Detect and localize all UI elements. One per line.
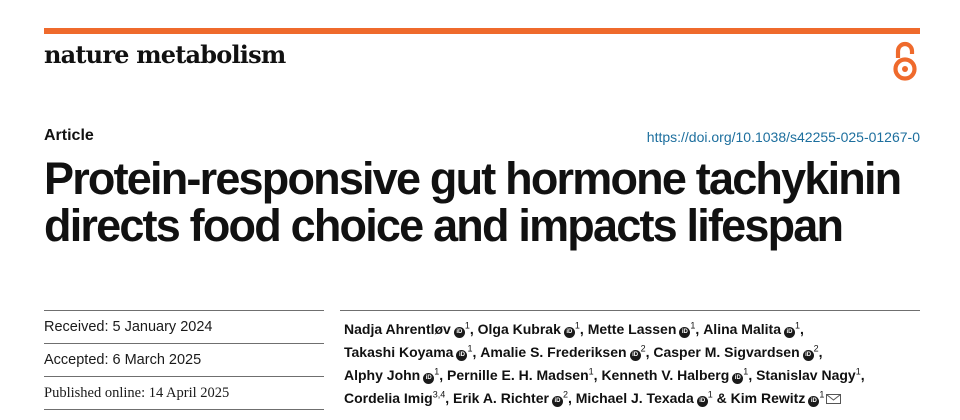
- author-name[interactable]: Alina Malita: [703, 321, 781, 337]
- author-separator: &: [712, 390, 731, 406]
- orcid-icon[interactable]: [697, 396, 708, 407]
- author-separator: ,: [645, 344, 654, 360]
- author-name[interactable]: Casper M. Sigvardsen: [653, 344, 800, 360]
- author-name[interactable]: Kim Rewitz: [730, 390, 806, 406]
- author[interactable]: [703, 321, 804, 337]
- affiliation-marker: 2: [562, 389, 568, 400]
- author[interactable]: [653, 344, 822, 360]
- author[interactable]: [480, 344, 653, 360]
- author[interactable]: [478, 321, 588, 337]
- author-separator: ,: [445, 390, 453, 406]
- author-separator: ,: [469, 321, 478, 337]
- author-separator: ,: [472, 344, 481, 360]
- journal-name: nature metabolism: [44, 40, 286, 69]
- author[interactable]: [731, 390, 842, 406]
- article-type: Article: [44, 127, 94, 144]
- author-name[interactable]: Stanislav Nagy: [756, 367, 856, 383]
- author[interactable]: [756, 367, 865, 383]
- author[interactable]: [576, 390, 731, 406]
- orcid-icon[interactable]: [564, 327, 575, 338]
- orcid-icon[interactable]: [630, 350, 641, 361]
- author-name[interactable]: Erik A. Richter: [452, 390, 549, 406]
- author-name[interactable]: Mette Lassen: [587, 321, 677, 337]
- author-separator: ,: [567, 390, 576, 406]
- author-name[interactable]: Amalie S. Frederiksen: [480, 344, 627, 360]
- author-separator: ,: [579, 321, 588, 337]
- orcid-icon[interactable]: [456, 350, 467, 361]
- divider: [44, 409, 324, 410]
- author[interactable]: [344, 344, 480, 360]
- article-title: Protein-responsive gut hormone tachykinin directs food choice and impacts lifespan: [44, 153, 901, 251]
- doi-link[interactable]: https://doi.org/10.1038/s42255-025-01267-0: [646, 129, 920, 145]
- orcid-icon[interactable]: [679, 327, 690, 338]
- affiliation-marker: 1: [794, 320, 800, 331]
- affiliation-marker: 1: [743, 366, 749, 377]
- author[interactable]: [447, 367, 601, 383]
- author-name[interactable]: Takashi Koyama: [344, 344, 454, 360]
- author-name[interactable]: Olga Kubrak: [477, 321, 561, 337]
- author-separator: ,: [748, 367, 757, 383]
- orcid-icon[interactable]: [423, 373, 434, 384]
- author-name[interactable]: Kenneth V. Halberg: [601, 367, 730, 383]
- author-name[interactable]: Cordelia Imig: [344, 390, 433, 406]
- orcid-icon[interactable]: [803, 350, 814, 361]
- orcid-icon[interactable]: [454, 327, 465, 338]
- accepted-date: Accepted: 6 March 2025: [44, 352, 202, 368]
- author-name[interactable]: Michael J. Texada: [575, 390, 694, 406]
- affiliation-marker: 2: [813, 343, 819, 354]
- author-separator: ,: [593, 367, 602, 383]
- affiliation-marker: 1: [574, 320, 580, 331]
- open-access-icon: [890, 40, 920, 82]
- author[interactable]: [344, 390, 453, 406]
- published-date: Published online: 14 April 2025: [44, 385, 230, 401]
- orcid-icon[interactable]: [808, 396, 819, 407]
- author[interactable]: [344, 367, 447, 383]
- author-separator: ,: [818, 344, 823, 360]
- affiliation-marker: 1: [434, 366, 440, 377]
- orcid-icon[interactable]: [732, 373, 743, 384]
- publication-dates: [44, 310, 324, 410]
- orcid-icon[interactable]: [784, 327, 795, 338]
- affiliation-marker: 1: [855, 366, 861, 377]
- affiliation-marker: 1: [464, 320, 470, 331]
- author-list: [344, 318, 920, 410]
- author-separator: ,: [695, 321, 704, 337]
- received-date: Received: 5 January 2024: [44, 319, 213, 335]
- affiliation-marker: 1: [467, 343, 473, 354]
- author-separator: ,: [439, 367, 448, 383]
- author-name[interactable]: Nadja Ahrentløv: [344, 321, 451, 337]
- author[interactable]: [453, 390, 576, 406]
- email-icon[interactable]: [826, 394, 841, 404]
- affiliation-marker: 3,4: [432, 389, 446, 400]
- author[interactable]: [588, 321, 704, 337]
- author[interactable]: [344, 321, 478, 337]
- affiliation-marker: 1: [819, 389, 825, 400]
- author[interactable]: [601, 367, 756, 383]
- journal-accent-bar: [44, 28, 920, 34]
- author-name[interactable]: Pernille E. H. Madsen: [447, 367, 589, 383]
- orcid-icon[interactable]: [552, 396, 563, 407]
- divider: [340, 310, 920, 311]
- author-separator: ,: [800, 321, 804, 337]
- author-name[interactable]: Alphy John: [344, 367, 421, 383]
- affiliation-marker: 1: [588, 366, 594, 377]
- affiliation-marker: 1: [690, 320, 696, 331]
- affiliation-marker: 1: [707, 389, 713, 400]
- affiliation-marker: 2: [640, 343, 646, 354]
- author-separator: ,: [860, 367, 865, 383]
